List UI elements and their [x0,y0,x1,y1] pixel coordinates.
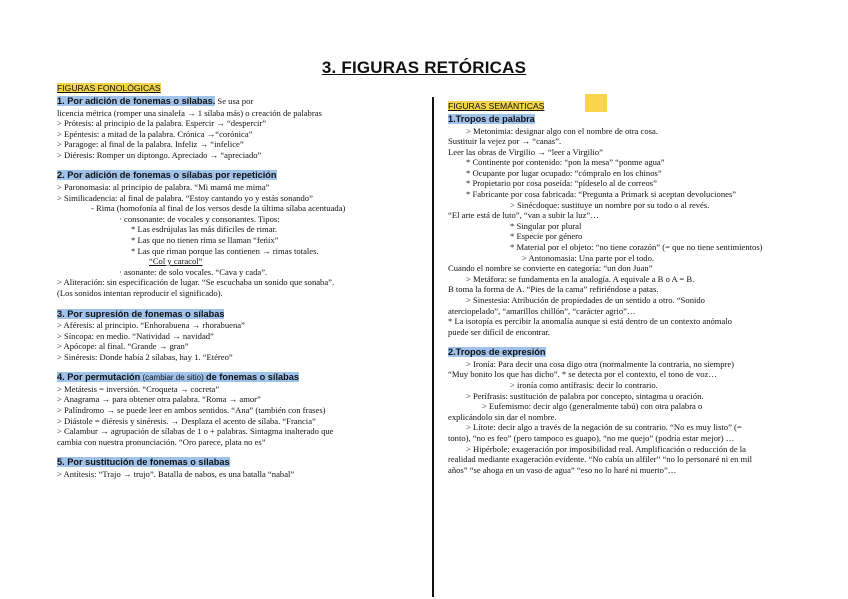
line: · asonante: de solo vocales. “Cava y cada”. [119,266,268,277]
line: “El arte está de luto”, “van a subir la luz”… [448,210,599,221]
line: “Col y caracol” [149,256,203,267]
line: explicándolo sin dar el nombre. [448,411,557,422]
line: licencia métrica (romper una sinalefa → 1 sílaba más) o creación de palabras [57,107,322,118]
line: * Las que no tienen rima se llaman “feńix” [131,234,279,245]
line: > Metonimia: designar algo con el nombre de otra cosa. [466,125,658,136]
line: * Material por el objeto: “no tiene corazón” (= que no tiene sentimientos) [510,242,763,253]
line: > ironía como antífrasis: decir lo contrario. [510,380,658,391]
block-supresion [57,309,427,363]
line: * Propietario por cosa poseída: “pídeselo al de correos” [466,178,657,189]
line: > Paragoge: al final de la palabra. Infeliz → “infelice” [57,139,244,150]
heading-tropos-expresion: 2.Tropos de expresión [448,347,546,358]
heading-sustitucion: 5. Por sustitución de fonemas o sílabas [57,457,230,468]
line: > Paronomasia: al principio de palabra. “Mi mamá me mima” [57,181,270,192]
line: > Prótesis: al principio de la palabra. Espercir → “despercir” [57,118,267,129]
line: > Diástole = diéresis y sinéresis. → Desplaza el acento de sílaba. “Francia” [57,415,316,426]
line: * Las que riman porque las contienen → rimas totales. [131,245,319,256]
line: > Aféresis: al principio. “Enhorabuena → rhorabuena” [57,320,245,330]
line: Sustituir la vejez por → “canas”. [448,136,562,147]
right-column [448,96,843,475]
heading-permutacion-tail: de fonemas o sílabas [206,372,299,383]
line: * Singular por plural [510,220,582,231]
line: * Las esdrújulas las más difíciles de rimar. [131,224,278,235]
line: > Similicadencia: al final de palabra. “Estoy cantando yo y estás sonando” [57,192,313,203]
line: puede ser difícil de encontrar. [448,326,550,337]
line: > Sinestesia: Atribución de propiedades de un sentido a otro. “Sonido [466,295,705,305]
line: > Metáfora: se fundamenta en la analogía. A equivale a B o A = B. [466,273,695,284]
line: Cuando el nombre se convierte en categoría: “un don Juan” [448,263,653,274]
block-repeticion [57,170,427,298]
line: * Fabricante por cosa fabricada: “Pregunta a Primark si aceptan devoluciones” [466,189,737,200]
line: > Anagrama → para obtener otra palabra. “Roma → amor” [57,394,261,405]
line: > Perífrasis: sustitución de palabra por concepto, sintagma u oración. [466,390,704,401]
line: * Especie por género [510,231,583,242]
section-semanticas: FIGURAS SEMÁNTICAS [448,101,545,111]
line: años” “se ahoga en un vaso de agua” “eso no lo haré ni muerto”… [448,464,677,475]
line: aterciopelado”, “amarillos chillón”, “carácter agrio”… [448,305,636,316]
line: * La isotopía es percibir la anomalía aunque si está dentro de un contexto anómalo [448,316,732,327]
heading-tropos-palabra: 1.Tropos de palabra [448,114,535,124]
heading-adicion: 1. Por adición de fonemas o sílabas. [57,96,216,106]
line: > Sinéresis: Donde había 2 sílabas, hay 1. “Etéreo” [57,351,233,362]
line: > Metátesis = inversión. “Croqueta → cocreta” [57,383,220,394]
line: > Diéresis: Romper un diptongo. Apreciado → “apreciado” [57,149,262,160]
line: > Apócope: al final. “Grande → gran” [57,341,189,352]
line: cambia con nuestra pronunciación. “Oro parece, plata no es” [57,436,266,447]
page-title: 3. FIGURAS RETÓRICAS [321,58,527,77]
block-permutacion [57,372,427,447]
line: > Calambur → agrupación de sílabas de 1 o + palabras. Sintagma inalterado que [57,426,334,437]
left-column [57,78,427,480]
line: realidad mediante exageración evidente. “No cabía un alfiler” “no lo personaré ni en mil [448,454,752,465]
line: > Palíndromo → se puede leer en ambos sentidos. “Ana” (también con frases) [57,405,326,416]
line: * Ocupante por lugar ocupado: “cómpralo en los chinos” [466,167,662,178]
line: > Antonomasia: Una parte por el todo. [522,252,655,263]
line: > Hipérbole: exageración por imposibilidad real. Amplificación o reducción de la [466,443,746,454]
line: “Muy bonito los que has dicho”. * se detecta por el contexto, el tono de voz… [448,369,717,380]
line: Leer las obras de Virgilio → “leer a Virgilio” [448,146,603,157]
line: tonto), “no es feo” (pero tampoco es guapo), “no me quejo” (podría estar mejor) … [448,433,735,444]
block-adicion [57,96,427,160]
block-sustitucion [57,457,427,479]
line: > Síncopa: en medio. “Natividad → navidad” [57,330,214,341]
line: - Rima (homofonía al final de los versos desde la última sílaba acentuada) [91,203,346,214]
line: > Antítesis: “Trajo → trujo”. Batalla de nabos, es una batalla “nabal” [57,468,295,479]
line: B toma la forma de A. “Pies de la cama” refiriéndose a patas. [448,284,659,295]
line: > Epéntesis: a mitad de la palabra. Crónica →“corónica” [57,128,253,139]
heading-supresion: 3. Por supresión de fonemas o sílabas [57,308,225,319]
line: · consonante: de vocales y consonantes. Tipos: [119,213,280,224]
heading-repeticion: 2. Por adición de fonemas o sílabas por repetición [57,170,277,181]
line: (Los sonidos intentan reproducir el significado). [57,287,223,298]
section-fonologicas: FIGURAS FONOLÓGICAS [57,83,161,93]
heading-permutacion: 4. Por permutación [57,372,141,383]
intro-tail: Se usa por [215,96,254,106]
column-divider [432,97,434,597]
line: > Eufemismo: decir algo (generalmente tabú) con otra palabra o [482,401,703,412]
line: * Continente por contenido: “pon la mesa” “ponme agua” [466,157,665,168]
line: > Lítote: decir algo a través de la negación de su contrario. “No es muy listo” (= [466,422,742,433]
line: > Aliteración: sin especificación de lugar. “Se escuchaba un sonido que sonaba”. [57,277,335,288]
line: > Ironía: Para decir una cosa digo otra (normalmente la contraria, no siempre) [466,358,735,369]
heading-permutacion-note: (cambiar de sitio) [140,373,207,383]
line: > Sinécdoque: sustituye un nombre por su todo o al revés. [510,199,710,210]
